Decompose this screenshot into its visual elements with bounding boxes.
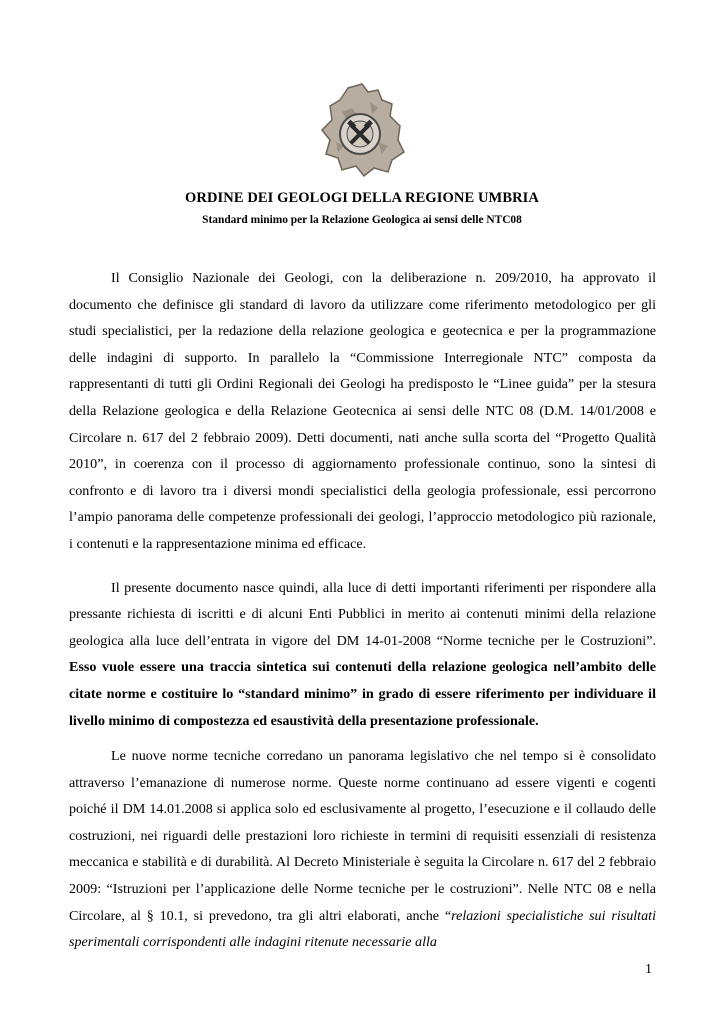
document-body [69,265,656,956]
paragraph-3-intro: Le nuove norme tecniche corredano un panorama legislativo che nel tempo si è consolidato attraverso l’emanazione di numerose norme. Queste norme continuano ad essere vigenti e cogenti poiché il DM 14.01.2008 si applica solo ed esclusivamente al progetto, l’esecuzione e il collaudo delle costruzioni, nei riguardi delle prestazioni loro richieste in termini di requisiti essenziali di resistenza meccanica e stabilità e di durabilità. Al Decreto Ministeriale è seguita la Circolare n. 617 del 2 febbraio 2009: “Istruzioni per l’applicazione delle Norme tecniche per le costruzioni”. Nelle NTC 08 e nella Circolare, al § 10.1, si prevedono, tra gli altri elaborati, anche “ [69,748,656,924]
paragraph-2 [69,575,656,735]
document-subtitle: Standard minimo per la Relazione Geologica ai sensi delle NTC08 [202,214,522,226]
paragraph-1: Il Consiglio Nazionale dei Geologi, con la deliberazione n. 209/2010, ha approvato il documento che definisce gli standard di lavoro da utilizzare come riferimento metodologico per gli studi specialistici, per la redazione della relazione geologica e geotecnica e per la programmazione delle indagini di supporto. In parallelo la “Commissione Interregionale NTC” composta da rappresentanti di tutti gli Ordini Regionali dei Geologi ha predisposto le “Linee guida” per la stesura della Relazione geologica e della Relazione Geotecnica ai sensi delle NTC 08 (D.M. 14/01/2008 e Circolare n. 617 del 2 febbraio 2009). Detti documenti, nati anche sulla scorta del “Progetto Qualità 2010”, in coerenza con il processo di aggiornamento professionale continuo, sono la sintesi di confronto e di lavoro tra i diversi mondi specialistici della geologia professionale, essi percorrono l’ampio panorama delle competenze professionali dei geologi, l’approccio metodologico più razionale, i contenuti e la rappresentazione minima ed efficace. [69,270,656,552]
paragraph-3 [69,743,656,956]
page-number: 1 [645,962,652,977]
geologi-seal-logo [318,82,408,178]
umbria-region-seal-icon [318,82,408,178]
document-title: ORDINE DEI GEOLOGI DELLA REGIONE UMBRIA [185,190,539,206]
paragraph-3-italic: relazioni specialistiche sui risultati sperimentali corrispondenti alle indagini ritenute necessarie alla [69,907,656,951]
paragraph-2-bold: Esso vuole essere una traccia sintetica sui contenuti della relazione geologica nell’ambito delle citate norme e costituire lo “standard minimo” in grado di essere riferimento per individuare il livello minimo di compostezza ed esaustività della presentazione professionale. [69,659,656,729]
paragraph-2-intro: Il presente documento nasce quindi, alla luce di detti importanti riferimenti per rispondere alla pressante richiesta di iscritti e di alcuni Enti Pubblici in merito ai contenuti minimi della relazione geologica alla luce dell’entrata in vigore del DM 14-01-2008 “Norme tecniche per le Costruzioni”. [69,579,656,649]
